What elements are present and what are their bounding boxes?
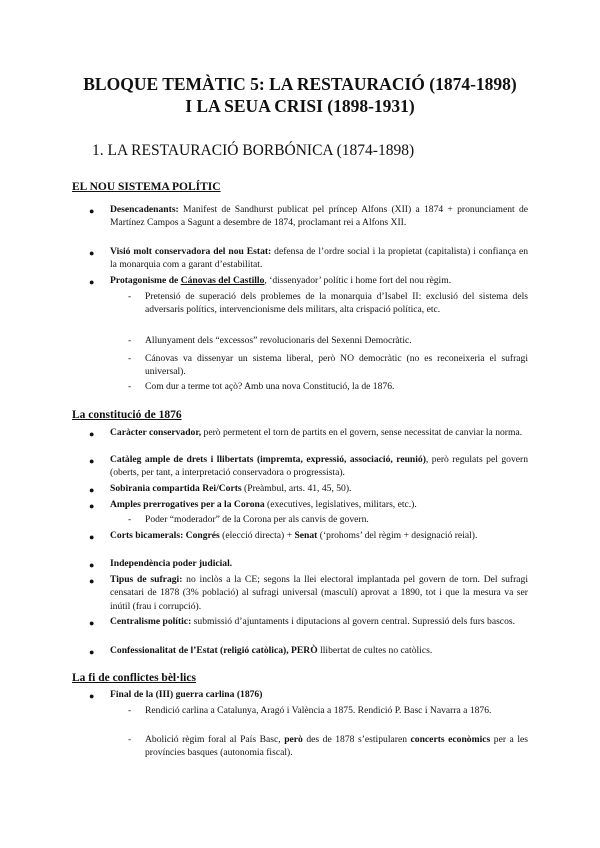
dash-icon: -: [128, 514, 132, 525]
bullet-icon: ●: [89, 532, 95, 542]
document-title-line-1: BLOQUE TEMÀTIC 5: LA RESTAURACIÓ (1874-1898): [83, 74, 517, 94]
list-item-sobirania: Sobirania compartida Rei/Corts (Preàmbul, arts. 41, 45, 50).: [110, 483, 352, 494]
list-item-independencia: Independència poder judicial.: [110, 558, 233, 569]
dash-icon: -: [128, 291, 132, 302]
list-item-confessionalitat: Confessionalitat de l’Estat (religió catòlica), PERÒ llibertat de cultes no catòlics.: [110, 645, 433, 656]
subsection-heading-conflictes: La fi de conflictes bèl·lics: [72, 672, 196, 684]
list-item-protagonisme: Protagonisme de Cánovas del Castillo, ‘dissenyador’ polític i home fort del nou règim.: [110, 275, 452, 286]
section-heading: 1. LA RESTAURACIÓ BORBÓNICA (1874-1898): [92, 142, 415, 159]
bullet-icon: ●: [89, 206, 95, 216]
dash-icon: -: [128, 353, 132, 364]
bullet-icon: ●: [89, 647, 95, 657]
bullet-icon: ●: [89, 429, 95, 439]
sub-item-allunyament: Allunyament dels “excessos” revolucionaris del Sexenni Democràtic.: [145, 335, 412, 346]
sub-item-abolicio: Abolició règim foral al País Basc, però des de 1878 s’estipularen concerts econòmics per a les províncies basques (autonomia fiscal).: [145, 734, 528, 759]
bullet-icon: ●: [89, 576, 95, 586]
document-title-line-2: I LA SEUA CRISI (1898-1931): [185, 96, 415, 116]
sub-item-canovas: Cánovas va dissenyar un sistema liberal, però NO democràtic (no es reconeixeria el sufragi universal).: [145, 353, 528, 378]
list-item-desencadenants: Desencadenants: Manifest de Sandhurst publicat pel príncep Alfons (XII) a 1874 + pronunciament de Martínez Campos a Sagunt a desembre de 1874, proclamant rei a Alfons XII.: [110, 204, 528, 229]
dash-icon: -: [128, 381, 132, 392]
dash-icon: -: [128, 335, 132, 346]
bullet-icon: ●: [89, 501, 95, 511]
list-item-sufragi: Tipus de sufragi: no inclòs a la CE; segons la llei electoral implantada pel govern de torn. Del sufragi censatari de 1878 (3% població) al sufragi universal (masculí) aprovat a 1890, tot i que la mesura va ser inútil (frau i corrupció).: [110, 574, 528, 612]
list-item-corts: Corts bicamerals: Congrés (elecció directa) + Senat (‘prohoms’ del règim + designació reial).: [110, 530, 478, 541]
list-item-guerra-carlina: Final de la (III) guerra carlina (1876): [110, 689, 263, 700]
bullet-icon: ●: [89, 560, 95, 570]
dash-icon: -: [128, 705, 132, 716]
bullet-icon: ●: [89, 691, 95, 701]
list-item-visio: Visió molt conservadora del nou Estat: defensa de l’ordre social i la propietat (capitalista) i confiança en la monarquia com a garant d’estabilitat.: [110, 246, 528, 271]
bullet-icon: ●: [89, 485, 95, 495]
sub-item-pretensio: Pretensió de superació dels problemes de la monarquia d’Isabel II: exclusió del sistema dels adversaris polítics, intervencionisme dels militars, alta crispació política, etc.: [145, 291, 528, 316]
subsection-heading-nou-sistema: EL NOU SISTEMA POLÍTIC: [72, 181, 221, 193]
dash-icon: -: [128, 734, 132, 745]
list-item-cataleg: Catàleg ample de drets i llibertats (impremta, expressió, associació, reunió), però regulats pel govern (oberts, per tant, a interpretació conservadora o progressista).: [110, 454, 528, 479]
bullet-icon: ●: [89, 248, 95, 258]
sub-item-rendicio: Rendició carlina a Catalunya, Aragó i València a 1875. Rendició P. Basc i Navarra a 1876.: [145, 705, 492, 716]
sub-item-poder-moderador: Poder “moderador” de la Corona per als canvis de govern.: [145, 514, 369, 525]
bullet-icon: ●: [89, 277, 95, 287]
bullet-icon: ●: [89, 618, 95, 628]
bullet-icon: ●: [89, 456, 95, 466]
list-item-prerrogatives: Amples prerrogatives per a la Corona (executives, legislatives, militars, etc.).: [110, 499, 417, 510]
sub-item-constitucio: Com dur a terme tot açò? Amb una nova Constitució, la de 1876.: [145, 381, 395, 392]
list-item-centralisme: Centralisme polític: submissió d’ajuntaments i diputacions al govern central. Supressió dels furs bascos.: [110, 616, 515, 627]
subsection-heading-constitucio: La constitució de 1876: [72, 409, 182, 421]
list-item-conservador: Caràcter conservador, però permetent el torn de partits en el govern, sense necessitat de canviar la norma.: [110, 427, 523, 438]
